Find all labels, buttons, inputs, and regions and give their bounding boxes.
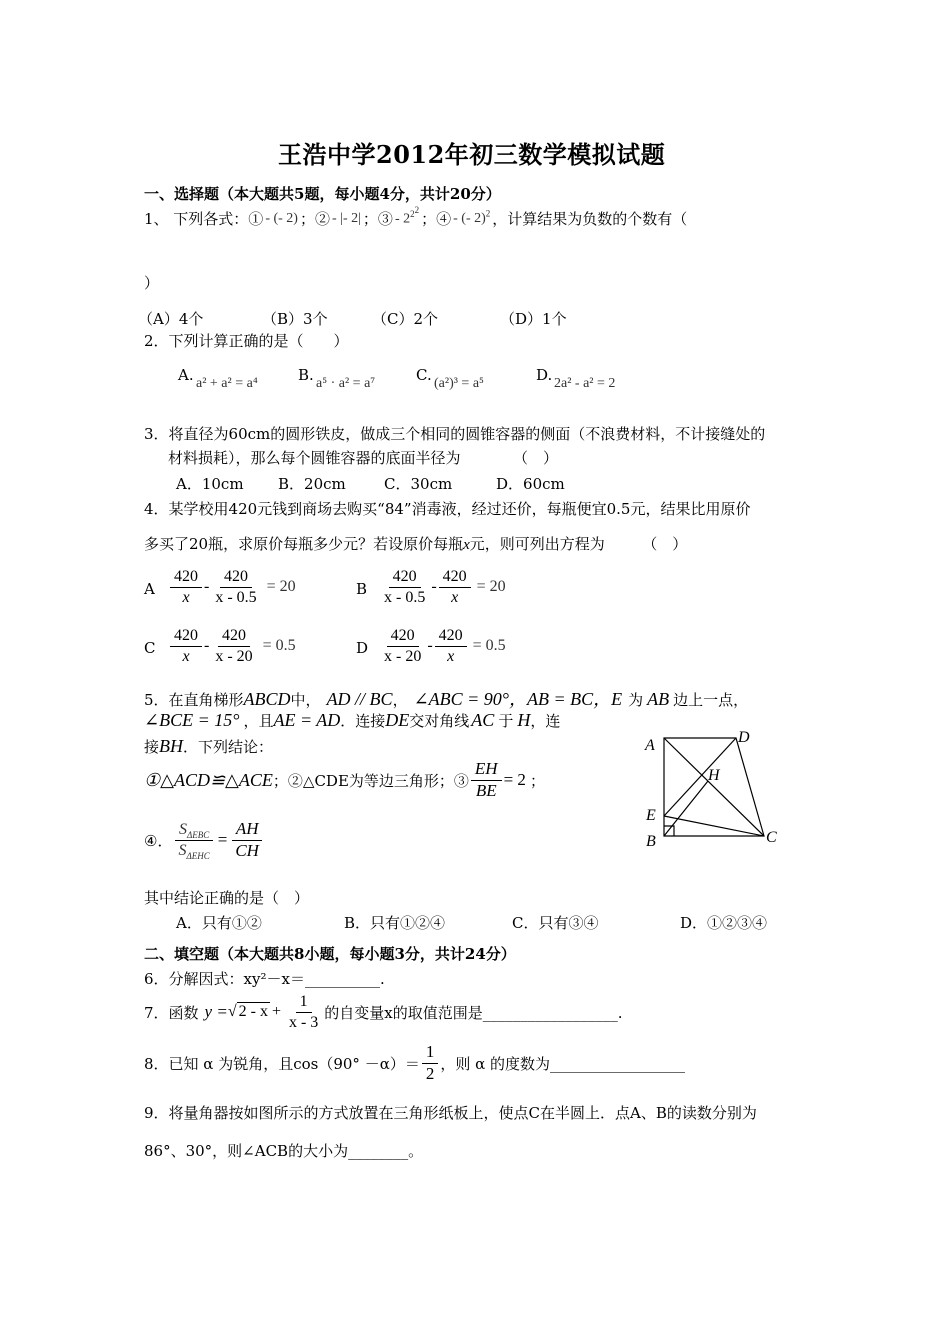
q1-suffix: ，计算结果为负数的个数有（: [492, 210, 688, 228]
q8-num: 1: [422, 1043, 439, 1064]
q4d-num2: 420: [435, 627, 467, 647]
q4b-num1: 420: [389, 568, 421, 588]
q1-expr3-exp: 2: [410, 208, 415, 219]
q7-fraction: [285, 993, 322, 1031]
q4c-num2: 420: [218, 627, 250, 647]
q1-option-c: （C）2个: [372, 310, 439, 328]
q4-line2-a: 多买了20瓶，求原价每瓶多少元？若设原价每瓶: [144, 535, 464, 553]
q5-l2f: 交对角线: [409, 712, 470, 730]
q8-line: [144, 1043, 685, 1083]
q4-variable-x: x: [463, 537, 470, 553]
q5-l1g: 为: [628, 691, 644, 709]
q5-ask: 其中结论正确的是（ ）: [144, 889, 310, 907]
segment-ac: [664, 738, 764, 836]
q5-l1c: 中，: [290, 691, 321, 709]
segment-ec: [664, 816, 764, 836]
q1-sep3: ；③: [362, 210, 393, 228]
q2-expr-b: a⁵ · a² = a⁷: [316, 376, 376, 391]
q5-l2i: H: [517, 710, 531, 730]
q5-ratio-den: BE: [475, 780, 497, 800]
q1-prefix: 1、 下列各式：①: [144, 210, 264, 228]
segment-de: [664, 738, 736, 816]
page-title: 王浩中学2012年初三数学模拟试题: [278, 140, 666, 169]
q5-conclusions-1: [144, 760, 545, 800]
q5-l2d: ．连接: [340, 712, 386, 730]
q1-expr4: [453, 207, 491, 227]
q1-expr1: - (- 2): [265, 210, 298, 226]
section2-heading: 二、填空题（本大题共8小题，每小题3分，共计24分）: [144, 945, 516, 963]
q5-option-a: A．只有①②: [176, 914, 262, 932]
q4a-num1: 420: [170, 568, 202, 588]
q7-num: 1: [296, 993, 312, 1013]
q5-ratio-rhs: = 2: [503, 770, 526, 790]
q4-equation-a: [168, 568, 296, 606]
q7-plus: +: [271, 1003, 281, 1021]
q5-l1i: 边上一点，: [673, 691, 749, 709]
q1-expr4-exp: 2: [485, 207, 491, 218]
q7-den: x - 3: [288, 1013, 319, 1031]
label-h: H: [708, 767, 720, 784]
q4-line2: [144, 533, 687, 554]
q2-expr-d: 2a² - a² = 2: [554, 376, 616, 391]
q2-label-b: B.: [298, 366, 314, 384]
label-d: D: [738, 729, 750, 746]
q7-suffix: 的自变量x的取值范围是__________________.: [324, 1003, 623, 1022]
q2-label-a: A.: [178, 366, 194, 384]
q8-den: 2: [425, 1063, 435, 1083]
q5-l2g: AC: [471, 710, 495, 730]
q4c-num1: 420: [170, 627, 202, 647]
q4c-den1: x: [182, 647, 190, 665]
q4b-minus: -: [431, 578, 437, 596]
q5-trapezoid-figure: [640, 728, 790, 853]
q7-y: y =: [204, 1002, 228, 1022]
q5-l1a: 5．在直角梯形: [144, 691, 244, 709]
q4-equation-b: [378, 568, 506, 606]
q2-label-c: C.: [416, 366, 432, 384]
q4a-den1: x: [182, 588, 190, 606]
q5-area-den: S: [178, 841, 187, 859]
q7-radical: √ 2 - x: [227, 1003, 268, 1021]
q4b-rhs: = 20: [476, 578, 506, 596]
q5-l1f: ∠ABC = 90°，AB = BC，E: [413, 689, 623, 709]
q8-fraction: [422, 1043, 439, 1083]
q4-label-c: C: [144, 639, 156, 657]
q5-ratio-num: EH: [471, 760, 502, 781]
q5-ah-num: AH: [232, 820, 263, 841]
q4d-den1: x - 20: [384, 647, 422, 665]
q4b-den1: x - 0.5: [384, 588, 426, 606]
q4d-num1: 420: [387, 627, 419, 647]
q4b-den2: x: [451, 588, 459, 606]
q7-prefix: 7．函数: [144, 1003, 199, 1022]
q3-option-c: C．30cm: [384, 475, 453, 493]
section1-heading: 一、选择题（本大题共5题，每小题4分，共计20分）: [144, 185, 501, 203]
q4-line1: 4．某学校用420元钱到商场去购买“84”消毒液，经过还价，每瓶便宜0.5元，结果比用原价: [144, 500, 751, 518]
q4-line2-b: 元，则可列出方程为 （ ）: [469, 535, 688, 553]
q4-label-b: B: [356, 580, 368, 598]
q5-area-num: S: [178, 821, 187, 839]
q8-suffix: ，则 α 的度数为__________________: [440, 1054, 685, 1073]
q2-label-d: D.: [536, 366, 553, 384]
q5-l2c: AE = AD: [273, 710, 341, 730]
q5-area-eq: =: [217, 830, 228, 850]
q1-expr3-base: - 2: [394, 211, 411, 227]
q3-line1: 3．将直径为60cm的圆形铁皮，做成三个相同的圆锥容器的侧面（不浪费材料，不计接缝处的: [144, 425, 766, 443]
q3-option-d: D．60cm: [496, 475, 565, 493]
q4-equation-c: [168, 627, 296, 665]
q5-l2e: DE: [385, 710, 410, 730]
q5-option-c: C．只有③④: [512, 914, 599, 932]
q1-expr2: - |- 2|: [331, 210, 361, 226]
q5-line3: [144, 736, 273, 757]
q4c-rhs: = 0.5: [262, 637, 296, 655]
q5-option-d: D．①②③④: [680, 914, 768, 932]
q1-option-a: （A）4个: [138, 310, 204, 328]
q7-radicand: 2 - x: [238, 1003, 268, 1021]
q2-stem: 2．下列计算正确的是（ ）: [144, 332, 349, 350]
q4d-minus: -: [427, 637, 433, 655]
q6-line: 6．分解因式：xy²－x＝__________.: [144, 970, 385, 988]
q2-expr-c: (a²)³ = a⁵: [434, 376, 484, 391]
q4-label-d: D: [356, 639, 369, 657]
label-c: C: [766, 829, 777, 846]
q5-ah-den: CH: [235, 840, 259, 860]
q4c-den2: x - 20: [215, 647, 253, 665]
q4a-num2: 420: [220, 568, 252, 588]
label-b: B: [646, 833, 656, 850]
q5-l3b: BH: [159, 736, 184, 756]
q1-close: ）: [144, 274, 160, 292]
q5-l3c: ．下列结论：: [183, 738, 274, 756]
q4c-minus: -: [204, 637, 210, 655]
q4a-den2: x - 0.5: [215, 588, 257, 606]
q5-option-b: B．只有①②④: [344, 914, 446, 932]
q4d-den2: x: [447, 647, 455, 665]
q5-l1d: AD // BC: [326, 689, 393, 709]
q5-ah-fraction: [231, 820, 263, 860]
q5-c4a: ④．: [144, 831, 173, 850]
q5-l1e: ，: [392, 691, 408, 709]
label-a: A: [645, 737, 655, 754]
q5-l2h: 于: [498, 712, 514, 730]
q2-expr-a: a² + a² = a⁴: [196, 376, 258, 391]
q3-option-a: A．10cm: [176, 475, 244, 493]
q5-area-fraction: [174, 821, 213, 859]
q5-area-den-sub: ΔEHC: [186, 850, 210, 861]
q5-line2: [144, 710, 560, 731]
q5-c1b: ；②△CDE: [272, 771, 349, 790]
label-e: E: [646, 807, 656, 824]
q1-option-b: （B）3个: [262, 310, 328, 328]
q5-conclusions-4: [144, 820, 265, 860]
q4a-minus: -: [204, 578, 210, 596]
q5-ratio-fraction: [471, 760, 502, 800]
q7-line: [144, 993, 623, 1031]
q1-expr3: [394, 204, 420, 228]
q5-l3a: 接: [144, 738, 160, 756]
q4d-rhs: = 0.5: [472, 637, 506, 655]
q1-option-d: （D）1个: [500, 310, 567, 328]
q5-area-num-sub: ΔEBC: [186, 830, 210, 841]
q8-prefix: 8．已知 α 为锐角，且cos（90° －α）＝: [144, 1054, 420, 1073]
q5-l2b: ，且: [243, 712, 274, 730]
q4b-num2: 420: [439, 568, 471, 588]
q5-l2a: ∠BCE = 15°: [144, 710, 240, 730]
q4-label-a: A: [144, 580, 155, 598]
q5-c1a: ①△ACD≌△ACE: [144, 769, 273, 790]
q5-l2j: ，连: [530, 712, 561, 730]
q1-sep2: ；②: [299, 210, 330, 228]
q5-l1b: ABCD: [243, 689, 291, 709]
q4-equation-d: [378, 627, 506, 665]
q5-c1f: ；: [529, 771, 545, 790]
q4a-rhs: = 20: [266, 578, 296, 596]
q1-line: [144, 204, 688, 229]
q3-line2: 材料损耗），那么每个圆锥容器的底面半径为 （ ）: [168, 449, 559, 467]
q1-sep4: ；④: [421, 210, 452, 228]
q1-expr4-base: - (- 2): [453, 210, 486, 226]
q3-option-b: B．20cm: [278, 475, 346, 493]
q9-line1: 9．将量角器按如图所示的方式放置在三角形纸板上，使点C在半圆上．点A、B的读数分别为: [144, 1104, 757, 1122]
q1-expr3-exp2: 2: [414, 204, 420, 215]
q5-l1h: AB: [647, 689, 670, 709]
q9-line2: 86°、30°，则∠ACB的大小为________。: [144, 1142, 424, 1160]
q5-line1: [144, 685, 748, 711]
q5-c1c: 为等边三角形；③: [348, 771, 469, 790]
